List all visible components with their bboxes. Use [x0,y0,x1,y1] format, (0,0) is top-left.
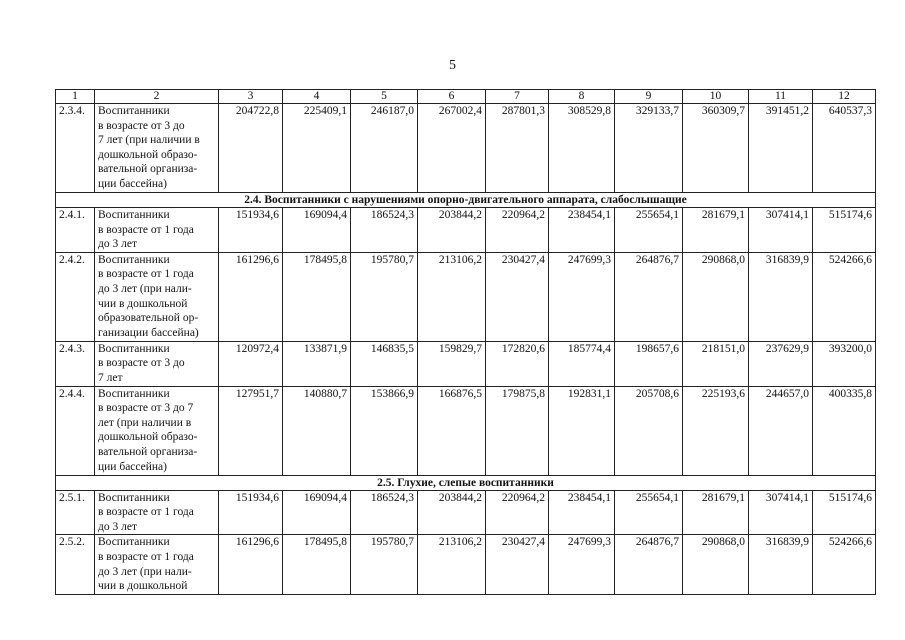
value-cell: 247699,3 [549,535,615,594]
row-code: 2.5.1. [56,490,95,535]
value-cell: 220964,2 [486,208,549,253]
value-cell: 237629,9 [749,341,813,386]
value-cell: 186524,3 [351,490,418,535]
value-cell: 391451,2 [749,104,813,193]
value-cell: 151934,6 [219,208,283,253]
value-cell: 120972,4 [219,341,283,386]
column-number-1: 1 [56,90,95,104]
value-cell: 230427,4 [486,252,549,341]
value-cell: 225409,1 [283,104,351,193]
value-cell: 159829,7 [418,341,486,386]
row-code: 2.4.2. [56,252,95,341]
value-cell: 316839,9 [749,535,813,594]
row-code: 2.4.4. [56,386,95,475]
tariff-table [55,89,876,595]
value-cell: 161296,6 [219,252,283,341]
row-description: Воспитанники в возрасте от 1 года до 3 лет [95,490,219,535]
column-number-6: 6 [418,90,486,104]
table-row [56,208,876,253]
column-number-2: 2 [95,90,219,104]
value-cell: 192831,1 [549,386,615,475]
value-cell: 213106,2 [418,535,486,594]
value-cell: 195780,7 [351,535,418,594]
value-cell: 151934,6 [219,490,283,535]
value-cell: 166876,5 [418,386,486,475]
value-cell: 524266,6 [813,252,876,341]
table-row [56,341,876,386]
row-description: Воспитанники в возрасте от 1 года до 3 лет [95,208,219,253]
value-cell: 307414,1 [749,208,813,253]
table-header [56,90,876,104]
value-cell: 307414,1 [749,490,813,535]
section-title: 2.5. Глухие, слепые воспитанники [56,475,876,490]
value-cell: 203844,2 [418,208,486,253]
page-number: 5 [449,58,456,73]
value-cell: 179875,8 [486,386,549,475]
value-cell: 140880,7 [283,386,351,475]
value-cell: 360309,7 [683,104,749,193]
section-header-row [56,193,876,208]
row-description: Воспитанники в возрасте от 3 до 7 лет [95,341,219,386]
value-cell: 127951,7 [219,386,283,475]
value-cell: 287801,3 [486,104,549,193]
table-row [56,490,876,535]
value-cell: 146835,5 [351,341,418,386]
value-cell: 393200,0 [813,341,876,386]
value-cell: 205708,6 [615,386,683,475]
value-cell: 238454,1 [549,208,615,253]
column-number-7: 7 [486,90,549,104]
value-cell: 264876,7 [615,252,683,341]
value-cell: 316839,9 [749,252,813,341]
value-cell: 178495,8 [283,535,351,594]
value-cell: 230427,4 [486,535,549,594]
value-cell: 178495,8 [283,252,351,341]
value-cell: 185774,4 [549,341,615,386]
value-cell: 281679,1 [683,208,749,253]
value-cell: 213106,2 [418,252,486,341]
row-description: Воспитанники в возрасте от 1 года до 3 лет (при нали- чии в дошкольной образовательной ор- ганизации бассейна) [95,252,219,341]
value-cell: 267002,4 [418,104,486,193]
value-cell: 244657,0 [749,386,813,475]
column-number-9: 9 [615,90,683,104]
value-cell: 198657,6 [615,341,683,386]
row-code: 2.3.4. [56,104,95,193]
table-body [56,104,876,595]
section-header-row [56,475,876,490]
value-cell: 515174,6 [813,208,876,253]
column-number-4: 4 [283,90,351,104]
row-description: Воспитанники в возрасте от 3 до 7 лет (при наличии в дошкольной образо- вательной организа- ции бассейна) [95,104,219,193]
value-cell: 290868,0 [683,535,749,594]
section-title: 2.4. Воспитанники с нарушениями опорно-двигательного аппарата, слабослышащие [56,193,876,208]
value-cell: 246187,0 [351,104,418,193]
value-cell: 255654,1 [615,490,683,535]
value-cell: 238454,1 [549,490,615,535]
value-cell: 290868,0 [683,252,749,341]
value-cell: 524266,6 [813,535,876,594]
value-cell: 203844,2 [418,490,486,535]
value-cell: 133871,9 [283,341,351,386]
value-cell: 218151,0 [683,341,749,386]
value-cell: 515174,6 [813,490,876,535]
table-row [56,104,876,193]
row-code: 2.4.3. [56,341,95,386]
value-cell: 329133,7 [615,104,683,193]
column-number-8: 8 [549,90,615,104]
column-numbers-row [56,90,876,104]
table-row [56,386,876,475]
value-cell: 161296,6 [219,535,283,594]
row-description: Воспитанники в возрасте от 1 года до 3 лет (при нали- чии в дошкольной [95,535,219,594]
column-number-10: 10 [683,90,749,104]
value-cell: 264876,7 [615,535,683,594]
row-code: 2.4.1. [56,208,95,253]
table-row [56,252,876,341]
column-number-5: 5 [351,90,418,104]
value-cell: 400335,8 [813,386,876,475]
value-cell: 640537,3 [813,104,876,193]
value-cell: 172820,6 [486,341,549,386]
value-cell: 247699,3 [549,252,615,341]
table-row [56,535,876,594]
value-cell: 220964,2 [486,490,549,535]
column-number-3: 3 [219,90,283,104]
value-cell: 153866,9 [351,386,418,475]
row-description: Воспитанники в возрасте от 3 до 7 лет (при наличии в дошкольной образо- вательной организа- ции бассейна) [95,386,219,475]
value-cell: 204722,8 [219,104,283,193]
value-cell: 255654,1 [615,208,683,253]
value-cell: 225193,6 [683,386,749,475]
value-cell: 281679,1 [683,490,749,535]
row-code: 2.5.2. [56,535,95,594]
value-cell: 169094,4 [283,208,351,253]
column-number-12: 12 [813,90,876,104]
value-cell: 308529,8 [549,104,615,193]
value-cell: 186524,3 [351,208,418,253]
value-cell: 195780,7 [351,252,418,341]
column-number-11: 11 [749,90,813,104]
value-cell: 169094,4 [283,490,351,535]
